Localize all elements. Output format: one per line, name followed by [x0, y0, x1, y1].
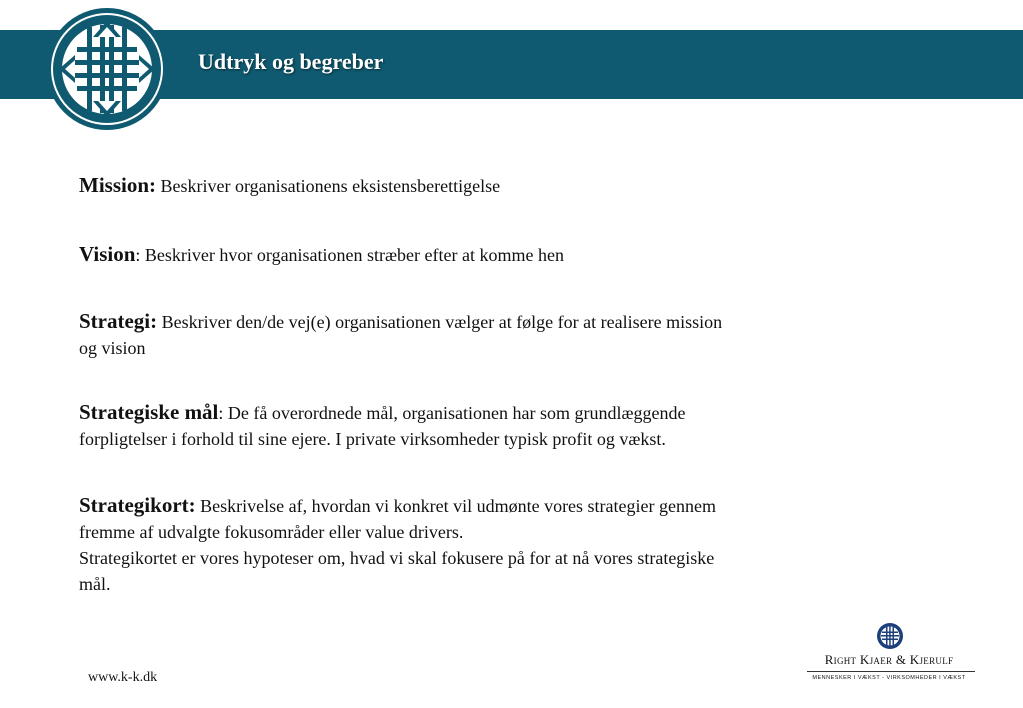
definition-mission — [79, 172, 939, 199]
page-title: Udtryk og begreber — [198, 49, 384, 74]
definition-text: forpligtelser i forhold til sine ejere. I private virksomheder typisk profit og vækst. — [79, 429, 666, 449]
definition-text: Beskriver den/de vej(e) organisationen vælger at følge for at realisere mission — [161, 312, 723, 332]
definition-text: : De få overordnede mål, organisationen har som grundlæggende — [218, 403, 686, 423]
divider — [807, 671, 975, 672]
definition-strategikort — [79, 492, 939, 597]
brand-name: Right Kjaer & Kjerulf — [824, 652, 954, 667]
definition-text: : Beskriver hvor organisationen stræber efter at komme hen — [135, 245, 564, 265]
term-label: Strategikort: — [79, 493, 196, 517]
definition-strategiske-maal — [79, 399, 939, 452]
globe-compass-icon — [876, 622, 904, 650]
definition-text: og vision — [79, 338, 146, 358]
globe-compass-icon — [45, 7, 169, 131]
definition-text: Beskriver organisationens eksistensberettigelse — [160, 176, 501, 196]
definition-vision — [79, 241, 939, 268]
website-link[interactable]: www.k-k.dk — [88, 670, 158, 685]
definition-text: mål. — [79, 574, 111, 594]
term-label: Mission: — [79, 173, 157, 197]
definition-text: Strategikortet er vores hypoteser om, hvad vi skal fokusere på for at nå vores strategiske — [79, 548, 715, 568]
brand-tagline: MENNESKER I VÆKST - VIRKSOMHEDER I VÆKST — [812, 675, 966, 681]
term-label: Strategiske mål — [79, 400, 219, 424]
term-label: Strategi: — [79, 309, 158, 333]
definition-text: Beskrivelse af, hvordan vi konkret vil udmønte vores strategier gennem — [200, 496, 716, 516]
company-logo — [803, 622, 975, 688]
definitions-list — [79, 172, 939, 597]
definition-text: fremme af udvalgte fokusområder eller value drivers. — [79, 522, 464, 542]
term-label: Vision — [79, 242, 136, 266]
definition-strategi — [79, 308, 939, 361]
